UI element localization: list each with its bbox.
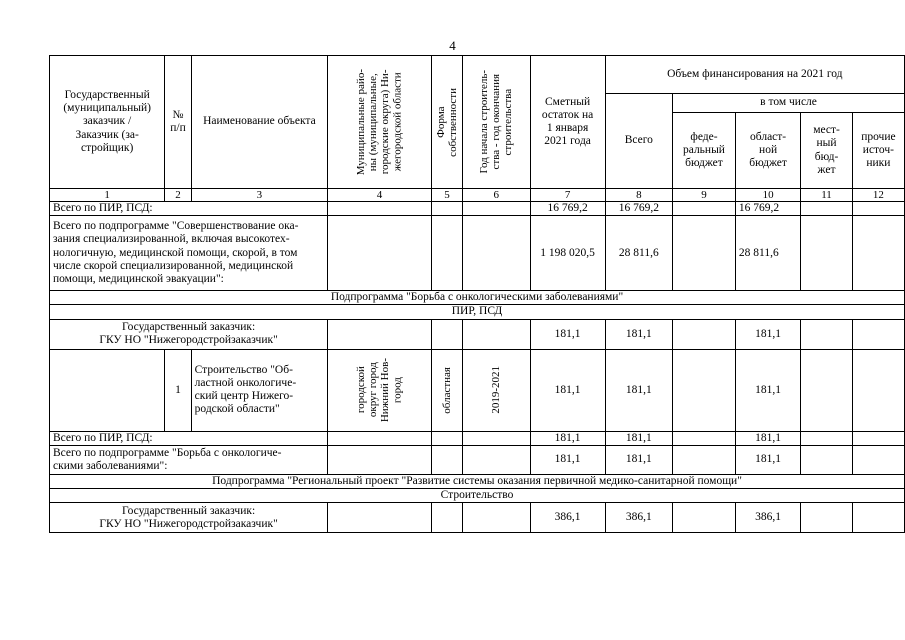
balance-cell: 181,1 — [530, 431, 605, 445]
total-cell: 181,1 — [605, 431, 672, 445]
regional-cell: 16 769,2 — [735, 202, 800, 216]
header-ownership: Форма собственности — [434, 87, 459, 157]
col-num: 7 — [530, 189, 605, 202]
section-title: Строительство — [50, 489, 905, 503]
financing-table — [49, 55, 905, 533]
balance-cell: 181,1 — [530, 349, 605, 431]
header-financing: Объем финансирования на 2021 год — [605, 56, 904, 94]
total-cell: 181,1 — [605, 349, 672, 431]
subprogram-title: Подпрограмма "Борьба с онкологическими заболеваниями" — [50, 291, 905, 305]
item-number: 1 — [165, 349, 191, 431]
section-title: ПИР, ПСД — [50, 305, 905, 319]
table-row — [50, 431, 905, 445]
regional-cell: 181,1 — [735, 445, 800, 474]
col-num: 5 — [431, 189, 462, 202]
regional-cell: 28 811,6 — [735, 216, 800, 291]
col-num: 8 — [605, 189, 672, 202]
header-other: прочие источ- ники — [852, 113, 904, 189]
header-regional: област- ной бюджет — [735, 113, 800, 189]
table-row — [50, 216, 905, 291]
table-row — [50, 319, 905, 349]
ownership-cell: областная — [440, 366, 453, 414]
subprogram-title: Подпрограмма "Региональный проект "Развитие системы оказания первичной медико-санитарной помощи" — [50, 474, 905, 488]
regional-cell: 181,1 — [735, 349, 800, 431]
balance-cell: 16 769,2 — [530, 202, 605, 216]
balance-cell: 181,1 — [530, 445, 605, 474]
total-cell: 28 811,6 — [605, 216, 672, 291]
balance-cell: 181,1 — [530, 319, 605, 349]
section-row — [50, 305, 905, 319]
row-label: Всего по подпрограмме "Совершенствование ока- зания специализированной, включая высокотех- нологичную, медицинской помощи, скорой, в том числе скорой специализированной, медицинской помощи, медицинской эвакуации": — [50, 216, 328, 291]
header-customer: Государственный (муниципальный) заказчик / Заказчик (за- стройщик) — [50, 56, 165, 189]
balance-cell: 386,1 — [530, 503, 605, 533]
table-row — [50, 202, 905, 216]
col-num: 4 — [328, 189, 432, 202]
col-num: 9 — [673, 189, 736, 202]
district-cell: городской округ город Нижний Нов- город — [355, 358, 404, 423]
regional-cell: 181,1 — [735, 431, 800, 445]
header-num: № п/п — [165, 56, 191, 189]
subprogram-row — [50, 474, 905, 488]
section-row — [50, 489, 905, 503]
object-name: Строительство "Об- ластной онкологиче- ский центр Нижего- родской области" — [191, 349, 327, 431]
col-num: 3 — [191, 189, 327, 202]
table-row — [50, 503, 905, 533]
subprogram-row — [50, 291, 905, 305]
header-total: Всего — [605, 94, 672, 189]
col-num: 10 — [735, 189, 800, 202]
column-numbers-row — [50, 189, 905, 202]
regional-cell: 386,1 — [735, 503, 800, 533]
years-cell: 2019-2021 — [490, 366, 503, 414]
page-number: 4 — [449, 38, 456, 53]
col-num: 1 — [50, 189, 165, 202]
balance-cell: 1 198 020,5 — [530, 216, 605, 291]
header-including: в том числе — [673, 94, 905, 113]
total-cell: 386,1 — [605, 503, 672, 533]
header-balance: Сметный остаток на 1 января 2021 года — [530, 56, 605, 189]
table-row — [50, 445, 905, 474]
header-years: Год начала строитель- ства - год окончания строительства — [478, 70, 515, 174]
header-federal: феде- ральный бюджет — [673, 113, 736, 189]
row-label: Всего по подпрограмме "Борьба с онкологиче- скими заболеваниями": — [50, 445, 328, 474]
col-num: 6 — [463, 189, 530, 202]
header-local: мест- ный бюд- жет — [801, 113, 853, 189]
row-label: Всего по ПИР, ПСД: — [50, 431, 328, 445]
header-object-name: Наименование объекта — [191, 56, 327, 189]
row-label: Всего по ПИР, ПСД: — [50, 202, 328, 216]
row-label: Государственный заказчик: ГКУ НО "Нижегородстройзаказчик" — [50, 503, 328, 533]
total-cell: 181,1 — [605, 319, 672, 349]
total-cell: 181,1 — [605, 445, 672, 474]
table-row — [50, 349, 905, 431]
total-cell: 16 769,2 — [605, 202, 672, 216]
header-district: Муниципальные райо- ны (муниципальные, городские округа) Ни- жегородской области — [355, 68, 404, 176]
regional-cell: 181,1 — [735, 319, 800, 349]
col-num: 2 — [165, 189, 191, 202]
row-label: Государственный заказчик: ГКУ НО "Нижегородстройзаказчик" — [50, 319, 328, 349]
col-num: 11 — [801, 189, 853, 202]
col-num: 12 — [852, 189, 904, 202]
header-row-1 — [50, 56, 905, 94]
